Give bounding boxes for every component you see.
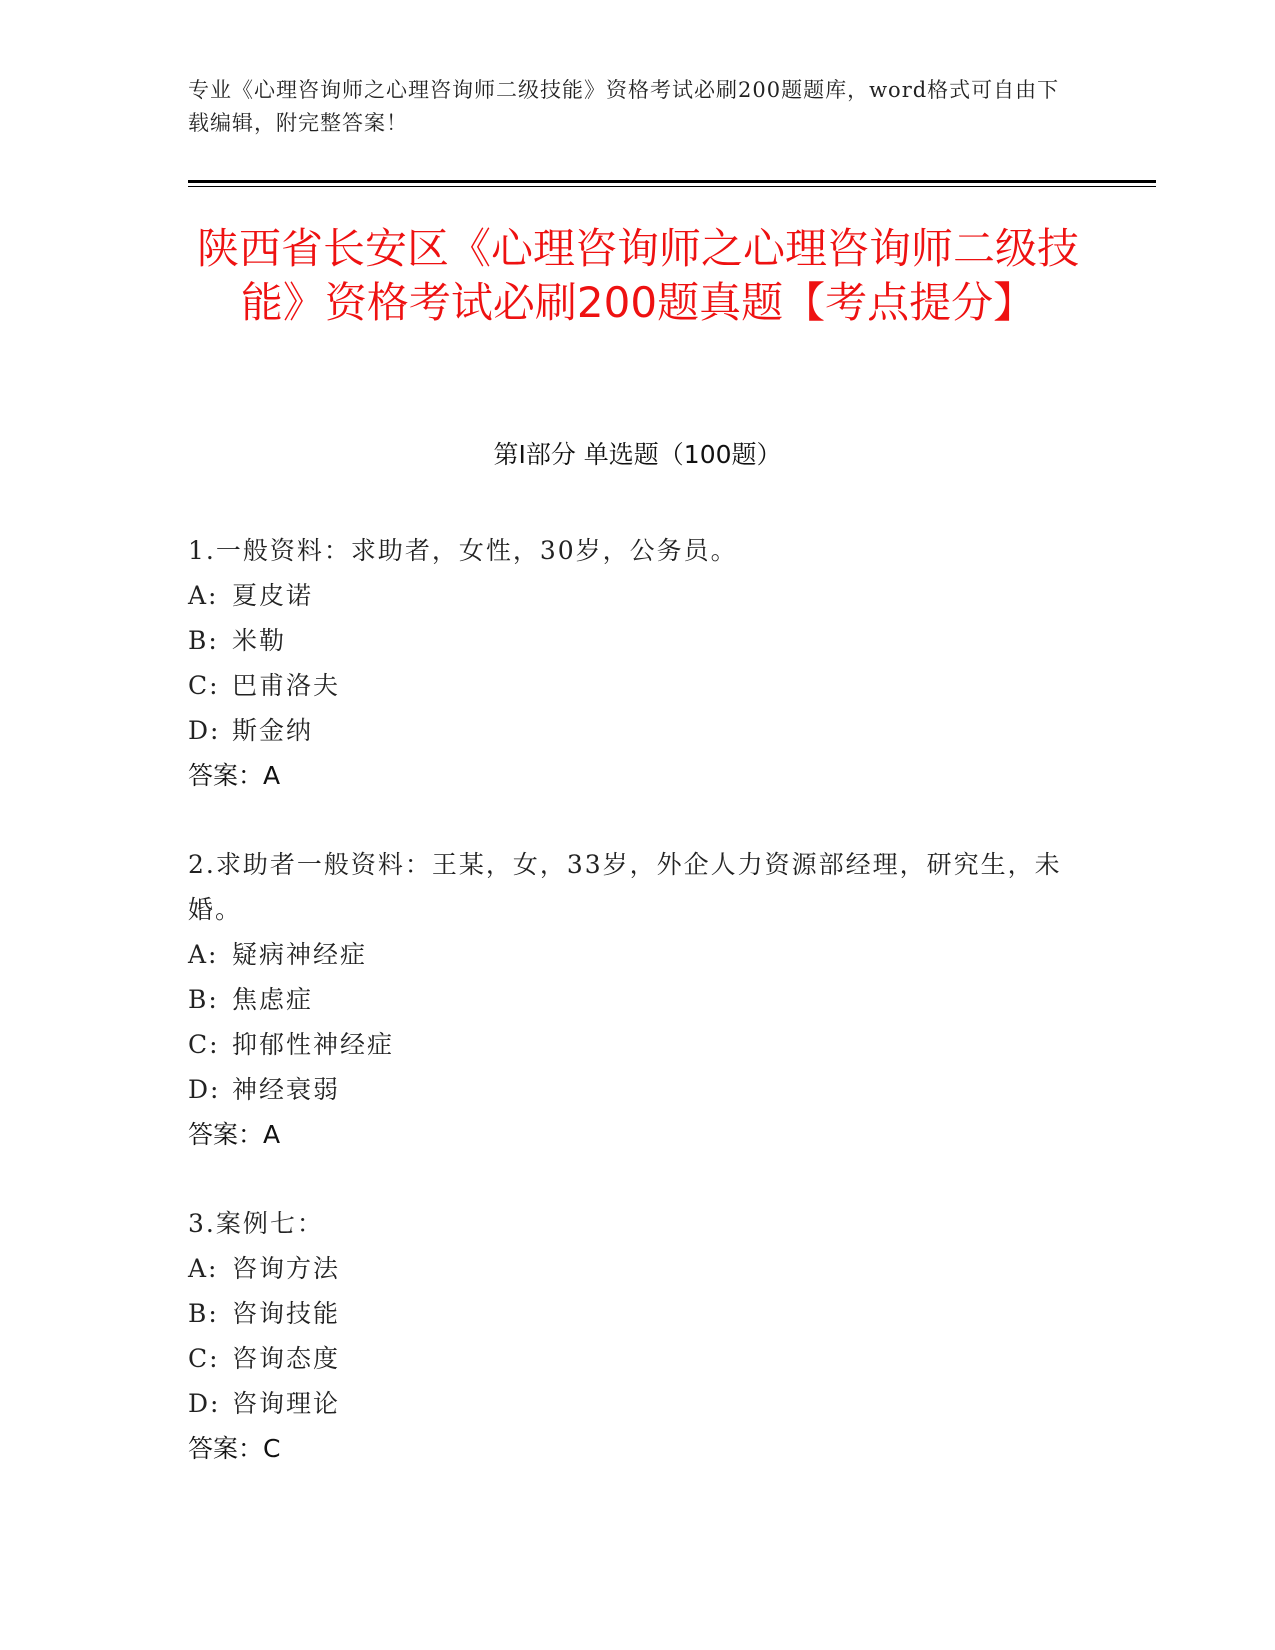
- option-text: 焦虑症: [232, 985, 314, 1014]
- option-text: 咨询态度: [232, 1344, 341, 1373]
- question-stem: 3.案例七：: [188, 1209, 324, 1238]
- option-row: [188, 1336, 1068, 1381]
- answer-label: 答案：: [188, 761, 264, 790]
- option-key: D:: [188, 1075, 221, 1104]
- question-stem: 1.一般资料：求助者，女性，30岁，公务员。: [188, 536, 738, 565]
- header-divider-thin: [188, 186, 1156, 187]
- option-key: B:: [188, 626, 219, 655]
- option-row: [188, 618, 1068, 663]
- answer-label: 答案：: [188, 1120, 264, 1149]
- option-row: [188, 663, 1068, 708]
- option-key: C:: [188, 671, 220, 700]
- option-key: A:: [188, 1254, 219, 1283]
- question-item: [188, 528, 1068, 798]
- option-key: A:: [188, 581, 219, 610]
- header-note: 专业《心理咨询师之心理咨询师二级技能》资格考试必刷200题题库，word格式可自由下载编辑，附完整答案！: [188, 78, 1060, 135]
- option-text: 咨询理论: [232, 1389, 341, 1418]
- answer-value: C: [263, 1434, 281, 1463]
- section-title: 第I部分 单选题（100题）: [493, 440, 782, 469]
- answer-line: [188, 1426, 1068, 1471]
- option-key: C:: [188, 1344, 220, 1373]
- answer-value: A: [263, 1120, 281, 1149]
- header-divider-thick: [188, 180, 1156, 183]
- option-key: B:: [188, 1299, 219, 1328]
- answer-line: [188, 753, 1068, 798]
- option-text: 神经衰弱: [232, 1075, 341, 1104]
- question-item: [188, 842, 1068, 1157]
- answer-value: A: [263, 761, 281, 790]
- option-row: [188, 573, 1068, 618]
- option-text: 咨询技能: [232, 1299, 341, 1328]
- option-text: 咨询方法: [232, 1254, 341, 1283]
- document-title: 陕西省长安区《心理咨询师之心理咨询师二级技能》资格考试必刷200题真题【考点提分】: [196, 224, 1079, 327]
- option-text: 斯金纳: [232, 716, 314, 745]
- option-key: B:: [188, 985, 219, 1014]
- question-stem: 2.求助者一般资料：王某，女，33岁，外企人力资源部经理，研究生，未婚。: [188, 850, 1062, 924]
- option-row: [188, 932, 1068, 977]
- question-item: [188, 1201, 1068, 1471]
- option-text: 米勒: [232, 626, 287, 655]
- option-row: [188, 1381, 1068, 1426]
- option-key: A:: [188, 940, 219, 969]
- option-key: C:: [188, 1030, 220, 1059]
- option-row: [188, 1246, 1068, 1291]
- option-key: D:: [188, 716, 221, 745]
- option-text: 巴甫洛夫: [232, 671, 341, 700]
- answer-label: 答案：: [188, 1434, 264, 1463]
- option-row: [188, 1022, 1068, 1067]
- option-row: [188, 977, 1068, 1022]
- option-text: 抑郁性神经症: [232, 1030, 395, 1059]
- option-row: [188, 708, 1068, 753]
- option-text: 夏皮诺: [232, 581, 314, 610]
- option-text: 疑病神经症: [232, 940, 368, 969]
- option-key: D:: [188, 1389, 221, 1418]
- option-row: [188, 1291, 1068, 1336]
- question-list: [188, 528, 1068, 1515]
- answer-line: [188, 1112, 1068, 1157]
- option-row: [188, 1067, 1068, 1112]
